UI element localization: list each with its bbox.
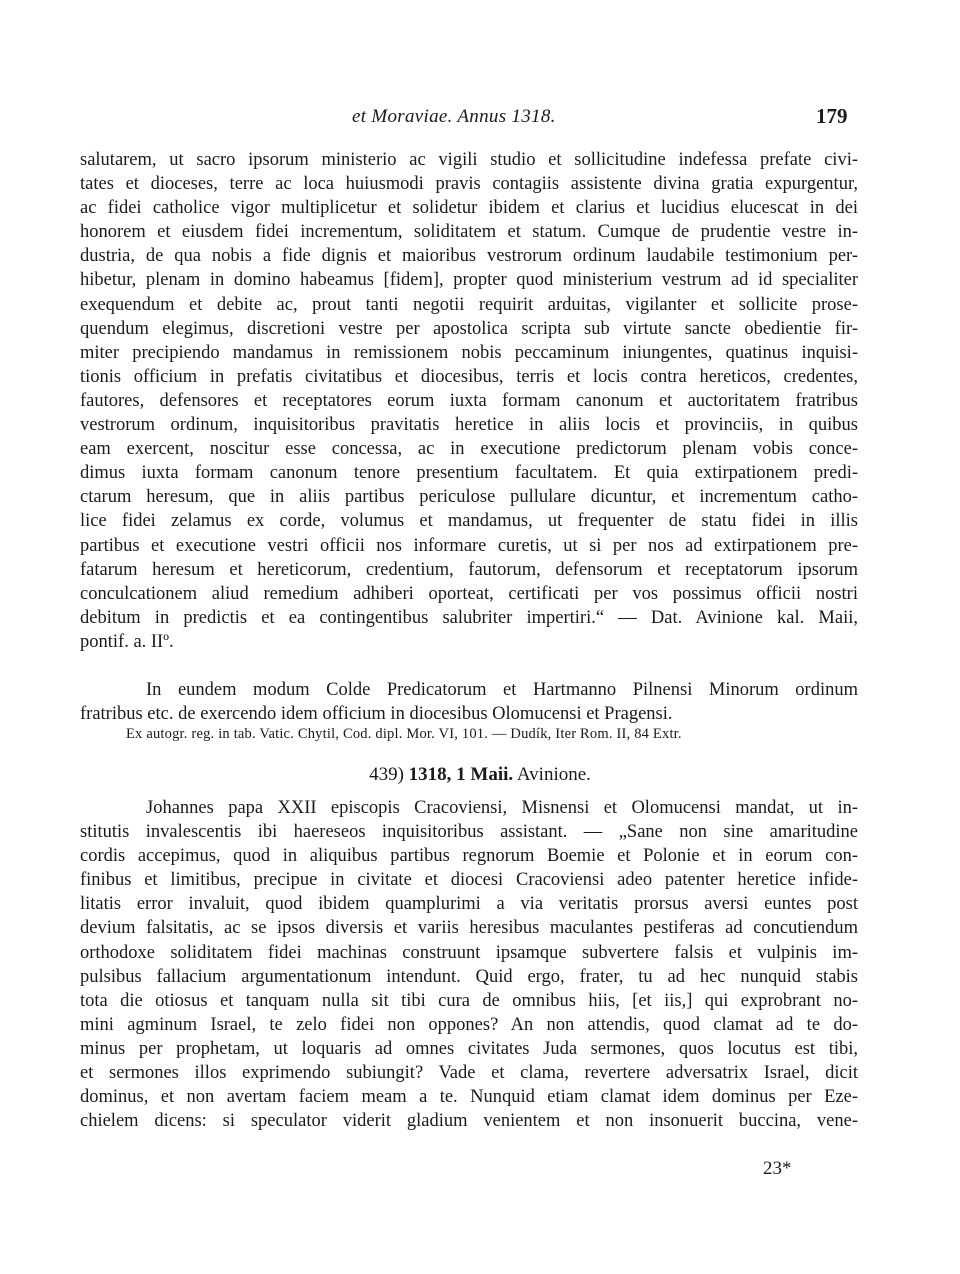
text-line: finibus et limitibus, precipue in civitate et diocesi Cracoviensi adeo patenter heretice infide- <box>80 870 858 891</box>
text-line: orthodoxe soliditatem fidei machinas construunt ipsamque subvertere falsis et vulpinis im- <box>80 942 858 963</box>
document-date: 1318, 1 Maii. <box>408 764 514 785</box>
text-line: dustria, de qua nobis a fide dignis et maioribus vestrorum ordinum laudabile testimonium per- <box>80 246 858 267</box>
text-line: pontif. a. IIº. <box>80 631 174 652</box>
text-line: fautores, defensores et receptatores eorum iuxta formam canonum et auctoritatem fratribus <box>80 390 858 411</box>
text-line: vestrorum ordinum, inquisitoribus pravitatis heretice in aliis locis et provinciis, in quibus <box>80 415 858 436</box>
text-line: debitum in predictis et ea contingentibus salubriter impertiri.“ — Dat. Avinione kal. Maii, <box>80 607 858 628</box>
text-line: In eundem modum Colde Predicatorum et Hartmanno Pilnensi Minorum ordinum <box>146 680 858 700</box>
text-line: dominus, et non avertam faciem meam a te. Nunquid etiam clamat idem dominus per Eze- <box>80 1087 858 1108</box>
signature-mark: 23* <box>763 1158 792 1179</box>
text-line: devium falsitatis, ac se ipsos diversis et variis heresibus maculantes pestiferas ad concutiendum <box>80 918 858 939</box>
document-number: 439) <box>369 764 404 785</box>
text-line: fratribus etc. de exercendo idem officium in diocesibus Olomucensi et Pragensi. <box>80 704 673 725</box>
text-line: exequendum et debite ac, prout tanti negotii requirit arduitas, vigilanter et sollicite prose- <box>80 294 858 315</box>
text-line: eam exercent, noscitur esse concessa, ac in executione predictorum plenam vobis conce- <box>80 439 858 460</box>
text-line: stitutis invalescentis ibi haereseos inquisitoribus assistant. — „Sane non sine amaritudine <box>80 822 858 843</box>
text-line: salutarem, ut sacro ipsorum ministerio ac vigili studio et sollicitudine indefessa prefate civi- <box>80 150 858 170</box>
text-line: partibus et executione vestri officii nos informare curetis, ut si per nos ad extirpationem pre- <box>80 535 858 556</box>
text-line: quendum elegimus, discretioni vestre per apostolica scripta sub virtute sancte obedientie fir- <box>80 318 858 339</box>
text-line: ac fidei catholice vigor multiplicetur et solidetur ibidem et clarius et lucidius elucescat in dei <box>80 198 858 219</box>
paragraph-3 <box>80 796 858 1133</box>
text-line: mini agminum Israel, te zelo fidei non oppones? An non attendis, quod clamat ad te do- <box>80 1014 858 1035</box>
text-line: dimus iuxta formam canonum tenore presentium facultatem. Et quia extirpationem predi- <box>80 463 858 484</box>
document-heading <box>0 764 960 786</box>
text-line: tionis officium in prefatis civitatibus et diocesibus, terris et locis contra hereticos, credentes, <box>80 366 858 387</box>
page-number: 179 <box>816 104 848 128</box>
text-line: tates et dioceses, terre ac loca huiusmodi pravis contagiis assistente divina gratia expurgentur, <box>80 174 858 195</box>
running-title: et Moraviae. Annus 1318. <box>352 106 556 127</box>
text-line: hibetur, plenam in domino habeamus [fidem], propter quod ministerium vestrum ad id specialiter <box>80 270 858 291</box>
paragraph-1 <box>80 148 858 654</box>
paragraph-2 <box>80 678 858 726</box>
source-note: Ex autogr. reg. in tab. Vatic. Chytil, Cod. dipl. Mor. VI, 101. — Dudík, Iter Rom. II, 84 Extr. <box>126 726 682 742</box>
text-line: ctarum heresum, que in aliis partibus periculose pullulare dicuntur, et incrementum catho- <box>80 487 858 508</box>
text-line: tota die otiosus et tanquam nulla sit tibi cura de omnibus hiis, [et iis,] qui exprobrant no- <box>80 990 858 1011</box>
text-line: fatarum heresum et hereticorum, credentium, fautorum, defensorum et receptatorum ipsorum <box>80 559 858 580</box>
running-head <box>0 104 960 132</box>
text-line: honorem et eiusdem fidei incrementum, soliditatem et statum. Cumque de prudentie vestre in- <box>80 222 858 243</box>
text-line: cordis accepimus, quod in aliquibus partibus regnorum Boemie et Polonie et in eorum con- <box>80 846 858 867</box>
document-place: Avinione. <box>516 764 591 785</box>
text-line: litatis error invaluit, quod ibidem quamplurimi a via veritatis prorsus aversi euntes post <box>80 894 858 915</box>
text-line: pulsibus fallacium argumentationum intendunt. Quid ergo, frater, tu ad hec nunquid stabis <box>80 966 858 987</box>
text-line: et sermones illos exprimendo subiungit? Vade et clama, revertere adversatrix Israel, dicit <box>80 1063 858 1084</box>
text-line: lice fidei zelamus ex corde, volumus et mandamus, ut frequenter de statu fidei in illis <box>80 511 858 532</box>
text-line: chielem dicens: si speculator viderit gladium venientem et non insonuerit buccina, vene- <box>80 1111 858 1132</box>
text-line: minus per prophetam, ut loquaris ad omnes civitates Juda sermones, quos locutus est tibi, <box>80 1038 858 1059</box>
text-line: miter precipiendo mandamus in remissionem nobis peccaminum iniungentes, quatinus inquisi- <box>80 342 858 363</box>
text-line: conculcationem aliud remedium adhiberi oporteat, certificati per vos possimus officii nostri <box>80 583 858 604</box>
text-line: Johannes papa XXII episcopis Cracoviensi, Misnensi et Olomucensi mandat, ut in- <box>146 798 858 818</box>
